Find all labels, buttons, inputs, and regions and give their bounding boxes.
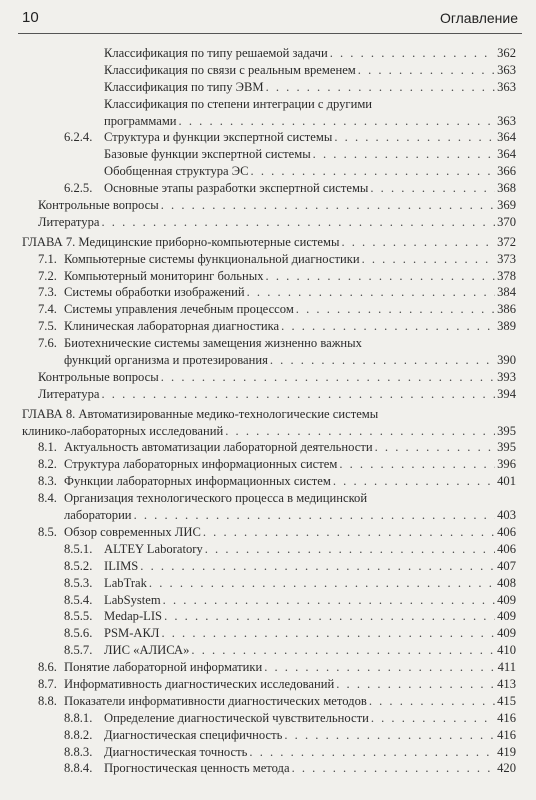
dot-leader: [149, 575, 495, 592]
toc-entry[interactable]: [0, 129, 536, 146]
dot-leader: [251, 163, 496, 180]
toc-entry-page: 362: [497, 46, 516, 60]
toc-entry-number: 8.1.: [38, 440, 57, 455]
running-title: Оглавление: [439, 10, 518, 26]
toc-entry[interactable]: [0, 301, 536, 318]
toc-entry-title: программами: [104, 113, 177, 128]
toc-entry-page: 395: [497, 440, 516, 455]
dot-leader: [336, 676, 495, 693]
dot-leader: [140, 558, 495, 575]
toc-entry-number: 8.5.6.: [64, 626, 93, 641]
toc-entry[interactable]: [0, 268, 536, 285]
toc-entry[interactable]: [0, 473, 536, 490]
toc-entry-page: 393: [497, 369, 516, 384]
toc-entry-number: 8.5.5.: [64, 609, 93, 624]
dot-leader: [358, 62, 495, 79]
dot-leader: [375, 439, 496, 456]
toc-entry-page: 406: [497, 541, 516, 556]
toc-entry[interactable]: [0, 146, 536, 163]
dot-leader: [333, 473, 495, 490]
toc-entry-page: 373: [497, 251, 516, 266]
toc-entry[interactable]: [0, 727, 536, 744]
toc-entry-title: Основные этапы разработки экспертной системы: [104, 181, 369, 196]
toc-entry[interactable]: [0, 642, 536, 659]
toc-entry[interactable]: [0, 507, 536, 524]
toc-entry-number: 8.8.3.: [64, 744, 93, 759]
dot-leader: [370, 180, 495, 197]
toc-entry-title: Определение диагностической чувствительности: [104, 710, 369, 725]
dot-leader: [296, 301, 495, 318]
dot-leader: [330, 45, 495, 62]
toc-entry-page: 419: [497, 744, 516, 759]
toc-entry-title: LabTrak: [104, 575, 147, 590]
toc-entry-page: 378: [497, 268, 516, 283]
toc-entry-title: Структура лабораторных информационных систем: [64, 457, 338, 472]
toc-entry-page: 401: [497, 474, 516, 489]
toc-entry-page: 406: [497, 524, 516, 539]
toc-entry-title: Организация технологического процесса в медицинской: [64, 491, 368, 506]
page-header: [0, 0, 536, 40]
toc-entry-title: Контрольные вопросы: [38, 369, 159, 384]
dot-leader: [164, 608, 495, 625]
toc-entry-title: ЛИС «АЛИСА»: [104, 643, 190, 658]
dot-leader: [101, 386, 495, 403]
toc-entry-title: Базовые функции экспертной системы: [104, 147, 311, 162]
toc-entry-title: Компьютерные системы функциональной диагностики: [64, 251, 360, 266]
toc-entry[interactable]: [0, 592, 536, 609]
toc-entry-number: 8.6.: [38, 660, 57, 675]
toc-entry[interactable]: [0, 760, 536, 777]
toc-entry-number: 8.5.2.: [64, 558, 93, 573]
toc-entry-number: 8.8.1.: [64, 710, 93, 725]
dot-leader: [249, 744, 495, 761]
toc-entry-number: 8.5.: [38, 524, 57, 539]
toc-entry[interactable]: [0, 113, 536, 130]
dot-leader: [161, 369, 495, 386]
toc-entry-number: 8.8.: [38, 693, 57, 708]
toc-entry-page: 407: [497, 558, 516, 573]
toc-entry-number: 8.5.3.: [64, 575, 93, 590]
toc-entry-title: Классификация по связи с реальным временем: [104, 62, 356, 77]
toc-entry-title: Системы обработки изображений: [64, 285, 245, 300]
toc-entry[interactable]: [0, 541, 536, 558]
toc-entry-page: 363: [497, 62, 516, 77]
toc-entry-number: 8.8.2.: [64, 727, 93, 742]
toc-entry[interactable]: [0, 386, 536, 403]
dot-leader: [266, 79, 496, 96]
toc-entry-title: Прогностическая ценность метода: [104, 761, 290, 776]
toc-entry-title: Классификация по степени интеграции с другими: [104, 96, 373, 111]
toc-entry[interactable]: [0, 214, 536, 231]
toc-entry-title: ALTEY Laboratory: [104, 541, 203, 556]
toc-entry-title: Понятие лабораторной информатики: [64, 660, 263, 675]
toc-entry-title: Контрольные вопросы: [38, 198, 159, 213]
toc-entry[interactable]: [0, 524, 536, 541]
toc-entry-title: Информативность диагностических исследований: [64, 676, 335, 691]
toc-entry-page: 384: [497, 285, 516, 300]
dot-leader: [371, 710, 495, 727]
toc-entry[interactable]: [0, 335, 536, 352]
toc-entry-page: 364: [497, 130, 516, 145]
dot-leader: [101, 214, 495, 231]
toc-entry-number: 8.2.: [38, 457, 57, 472]
toc-entry-title: Обзор современных ЛИС: [64, 524, 201, 539]
toc-entry-title: лаборатории: [64, 508, 132, 523]
toc-entry-page: 368: [497, 181, 516, 196]
dot-leader: [313, 146, 495, 163]
dot-leader: [292, 760, 496, 777]
dot-leader: [369, 693, 495, 710]
toc-entry-number: 8.3.: [38, 474, 57, 489]
table-of-contents: [0, 45, 536, 777]
dot-leader: [264, 659, 495, 676]
toc-entry-page: 410: [497, 643, 516, 658]
toc-entry-title: функций организма и протезирования: [64, 353, 268, 368]
toc-entry-title: ILIMS: [104, 558, 139, 573]
dot-leader: [362, 251, 496, 268]
header-rule: [18, 33, 522, 34]
toc-entry[interactable]: [0, 439, 536, 456]
toc-entry-title: Литература: [38, 386, 100, 401]
toc-entry-page: 394: [497, 386, 516, 401]
dot-leader: [334, 129, 495, 146]
toc-entry[interactable]: [0, 234, 536, 251]
toc-entry-page: 415: [497, 693, 516, 708]
toc-entry[interactable]: [0, 558, 536, 575]
toc-entry-page: 364: [497, 147, 516, 162]
dot-leader: [134, 507, 496, 524]
toc-entry-page: 363: [497, 113, 516, 128]
toc-entry-title: LabSystem: [104, 592, 161, 607]
toc-entry-page: 372: [497, 234, 516, 249]
toc-entry-page: 366: [497, 164, 516, 179]
dot-leader: [203, 524, 495, 541]
toc-entry[interactable]: [0, 575, 536, 592]
toc-entry-title: Компьютерный мониторинг больных: [64, 268, 264, 283]
dot-leader: [163, 592, 495, 609]
toc-entry[interactable]: [0, 163, 536, 180]
toc-entry[interactable]: [0, 251, 536, 268]
toc-entry-number: 7.6.: [38, 336, 57, 351]
toc-entry-page: 408: [497, 575, 516, 590]
dot-leader: [339, 456, 495, 473]
toc-entry-title: Диагностическая специфичность: [104, 727, 283, 742]
toc-entry[interactable]: [0, 79, 536, 96]
dot-leader: [225, 423, 495, 440]
toc-entry-title: ГЛАВА 8. Автоматизированные медико-технологические системы: [22, 406, 379, 421]
toc-entry[interactable]: [0, 693, 536, 710]
dot-leader: [266, 268, 496, 285]
toc-entry-title: Medap-LIS: [104, 609, 163, 624]
toc-entry[interactable]: [0, 406, 536, 423]
toc-entry-page: 411: [497, 660, 516, 675]
toc-entry-title: Структура и функции экспертной системы: [104, 130, 333, 145]
toc-entry-title: Классификация по типу ЭВМ: [104, 79, 264, 94]
toc-entry[interactable]: [0, 423, 536, 440]
dot-leader: [247, 284, 495, 301]
toc-entry-title: Системы управления лечебным процессом: [64, 302, 294, 317]
toc-entry[interactable]: [0, 318, 536, 335]
dot-leader: [161, 625, 495, 642]
toc-entry-page: 363: [497, 79, 516, 94]
toc-entry[interactable]: [0, 608, 536, 625]
toc-entry[interactable]: [0, 625, 536, 642]
toc-entry-page: 389: [497, 319, 516, 334]
toc-entry-page: 409: [497, 609, 516, 624]
toc-entry-title: ГЛАВА 7. Медицинские приборно-компьютерные системы: [22, 234, 340, 249]
toc-entry[interactable]: [0, 710, 536, 727]
toc-entry-title: Биотехнические системы замещения жизненно важных: [64, 336, 362, 351]
toc-entry[interactable]: [0, 96, 536, 113]
toc-entry-page: 369: [497, 198, 516, 213]
toc-entry[interactable]: [0, 352, 536, 369]
toc-entry-page: 416: [497, 727, 516, 742]
toc-entry-number: 8.5.7.: [64, 643, 93, 658]
toc-entry-number: 6.2.5.: [64, 181, 93, 196]
toc-entry-title: Показатели информативности диагностических методов: [64, 693, 367, 708]
toc-entry-number: 8.4.: [38, 491, 57, 506]
toc-entry-number: 7.2.: [38, 268, 57, 283]
dot-leader: [341, 234, 495, 251]
toc-entry-page: 386: [497, 302, 516, 317]
toc-entry-number: 7.3.: [38, 285, 57, 300]
toc-entry[interactable]: [0, 284, 536, 301]
toc-entry-number: 8.8.4.: [64, 761, 93, 776]
toc-entry-title: Функции лабораторных информационных систем: [64, 474, 331, 489]
toc-entry-page: 396: [497, 457, 516, 472]
toc-entry-number: 8.5.4.: [64, 592, 93, 607]
toc-entry[interactable]: [0, 197, 536, 214]
dot-leader: [161, 197, 495, 214]
toc-entry[interactable]: [0, 62, 536, 79]
toc-entry-title: Клиническая лабораторная диагностика: [64, 319, 280, 334]
toc-entry-title: Обобщенная структура ЭС: [104, 164, 249, 179]
toc-entry[interactable]: [0, 456, 536, 473]
toc-entry-page: 409: [497, 626, 516, 641]
dot-leader: [270, 352, 495, 369]
toc-entry-number: 8.7.: [38, 676, 57, 691]
toc-entry-page: 416: [497, 710, 516, 725]
toc-entry-number: 6.2.4.: [64, 130, 93, 145]
toc-entry-number: 7.1.: [38, 251, 57, 266]
toc-entry-title: Классификация по типу решаемой задачи: [104, 46, 328, 60]
toc-entry[interactable]: [0, 180, 536, 197]
toc-entry-page: 370: [497, 214, 516, 229]
toc-entry-number: 7.5.: [38, 319, 57, 334]
dot-leader: [284, 727, 495, 744]
dot-leader: [281, 318, 495, 335]
toc-entry-page: 390: [497, 353, 516, 368]
page-number: 10: [22, 9, 39, 26]
toc-entry-page: 395: [497, 423, 516, 438]
toc-entry-title: Литература: [38, 214, 100, 229]
dot-leader: [205, 541, 495, 558]
toc-entry-title: PSM-АКЛ: [104, 626, 160, 641]
toc-entry[interactable]: [0, 676, 536, 693]
dot-leader: [179, 113, 496, 130]
toc-entry-title: клинико-лабораторных исследований: [22, 423, 224, 438]
toc-entry-number: 8.5.1.: [64, 541, 93, 556]
toc-entry-title: Диагностическая точность: [104, 744, 248, 759]
toc-entry[interactable]: [0, 744, 536, 761]
toc-entry[interactable]: [0, 369, 536, 386]
toc-entry[interactable]: [0, 659, 536, 676]
dot-leader: [191, 642, 495, 659]
toc-entry-number: 7.4.: [38, 302, 57, 317]
toc-entry-title: Актуальность автоматизации лабораторной деятельности: [64, 440, 373, 455]
toc-entry[interactable]: [0, 45, 536, 62]
toc-entry-page: 420: [497, 761, 516, 776]
toc-entry-page: 413: [497, 676, 516, 691]
toc-entry-page: 403: [497, 508, 516, 523]
toc-entry[interactable]: [0, 490, 536, 507]
toc-entry-page: 409: [497, 592, 516, 607]
